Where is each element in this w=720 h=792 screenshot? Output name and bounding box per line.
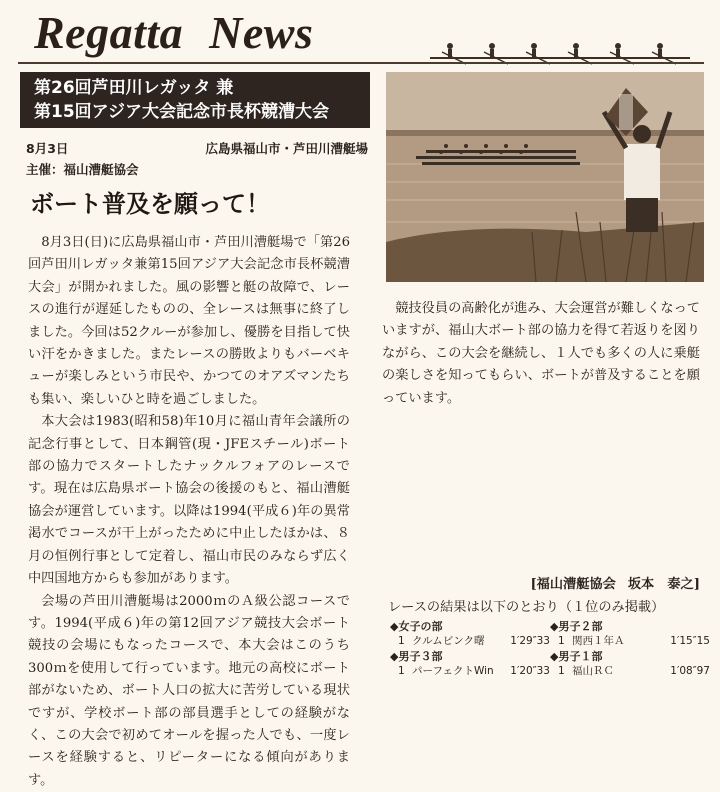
- results-block-mens-2: [550, 620, 710, 648]
- signature-name: 坂本 泰之]: [628, 577, 700, 592]
- body-paragraph-1: 8月3日(日)に広島県福山市・芦田川漕艇場で「第26回芦田川レガッタ兼第15回アジア大会記念市長杯競漕大会」が開かれました。風の影響と艇の故障で、レースの進行が遅延したものの、全レースは無事に終了しました。今回は52クルーが参加し、優勝を目指して快い汗をかきました。またレースの勝敗よりもバーベキューが楽しみという市民や、かつてのオアズマンたちも集い、楽しいひと時を過ごしました。: [28, 232, 350, 411]
- article-column-left: [28, 232, 350, 792]
- results-block-womens: [390, 620, 550, 648]
- results-division: ◆女子の部: [390, 620, 550, 634]
- regatta-photo-illustration: [386, 72, 704, 282]
- results-row: [550, 664, 710, 678]
- article-headline: ボート普及を願って！: [30, 184, 374, 219]
- results-rank: 1: [390, 634, 408, 648]
- results-intro: レースの結果は以下のとおり（１位のみ掲載）: [388, 596, 708, 615]
- masthead-rule: [18, 62, 704, 64]
- masthead: [34, 6, 313, 59]
- results-rank: 1: [550, 634, 568, 648]
- event-title-line-2: 第15回アジア大会記念市長杯競漕大会: [34, 100, 362, 124]
- results-rank: 1: [550, 664, 568, 678]
- results-time: 1′20″33: [504, 664, 550, 678]
- results-row: [390, 634, 550, 648]
- results-block-mens-3: [390, 650, 550, 678]
- results-team: パーフェクトWin: [408, 664, 504, 678]
- article-column-right: [382, 298, 700, 410]
- results-time: 1′08″97: [664, 664, 710, 678]
- results-team: 福山ＲＣ: [568, 664, 664, 678]
- event-host: 主催：福山漕艇協会: [26, 160, 370, 178]
- masthead-word-regatta: Regatta: [34, 7, 183, 58]
- results-division: ◆男子３部: [390, 650, 550, 664]
- masthead-word-news: News: [209, 7, 313, 58]
- results-table: [382, 620, 708, 688]
- event-venue: 広島県福山市・芦田川漕艇場: [26, 139, 368, 157]
- results-division: ◆男子１部: [550, 650, 710, 664]
- results-team: クルムビンク曙: [408, 634, 504, 648]
- results-rank: 1: [390, 664, 408, 678]
- body-paragraph-4: 競技役員の高齢化が進み、大会運営が難しくなっていますが、福山大ボート部の協力を得て若返りを図りながら、この大会を継続し、１人でも多くの人に乗艇の楽しさを知ってもらい、ボートが普及することを願っています。: [382, 298, 700, 410]
- results-block-mens-1: [550, 650, 710, 678]
- results-row: [550, 634, 710, 648]
- author-signature: [500, 573, 700, 592]
- regatta-photo: [386, 72, 704, 282]
- event-title-box: [20, 72, 370, 128]
- event-date: 8月3日: [26, 139, 370, 157]
- results-row: [390, 664, 550, 678]
- results-time: 1′29″33: [504, 634, 550, 648]
- body-paragraph-3: 会場の芦田川漕艇場は2000ｍのＡ級公認コースです。1994(平成６)年の第12回アジア競技大会ボート競技の会場にもなったコースで、本大会はこのうち300ｍを使用して行っています。地元の高校にボート部がないため、ボート人口の拡大に苦労している現状ですが、学校ボート部の部員選手としての経験がなく、この大会で初めてオールを握った人でも、一度レースを経験すると、リピーターになる傾向があります。: [28, 591, 350, 792]
- results-team: 関西１年Ａ: [568, 634, 664, 648]
- results-division: ◆男子２部: [550, 620, 710, 634]
- event-title-line-1: 第26回芦田川レガッタ 兼: [34, 76, 362, 100]
- body-paragraph-2: 本大会は1983(昭和58)年10月に福山青年会議所の記念行事として、日本鋼管(現・JFEスチール)ボート部の協力でスタートしたナックルフォアのレースです。現在は広島県ボート協会の後援のもと、福山漕艇協会が運営しています。以降は1994(平成６)年の異常渇水でコースが干上がったために中止したほかは、８月の恒例行事として定着し、福山市民のみならず広く中四国地方からも参加があります。: [28, 411, 350, 590]
- results-time: 1′15″15: [664, 634, 710, 648]
- signature-org: [福山漕艇協会: [530, 577, 615, 592]
